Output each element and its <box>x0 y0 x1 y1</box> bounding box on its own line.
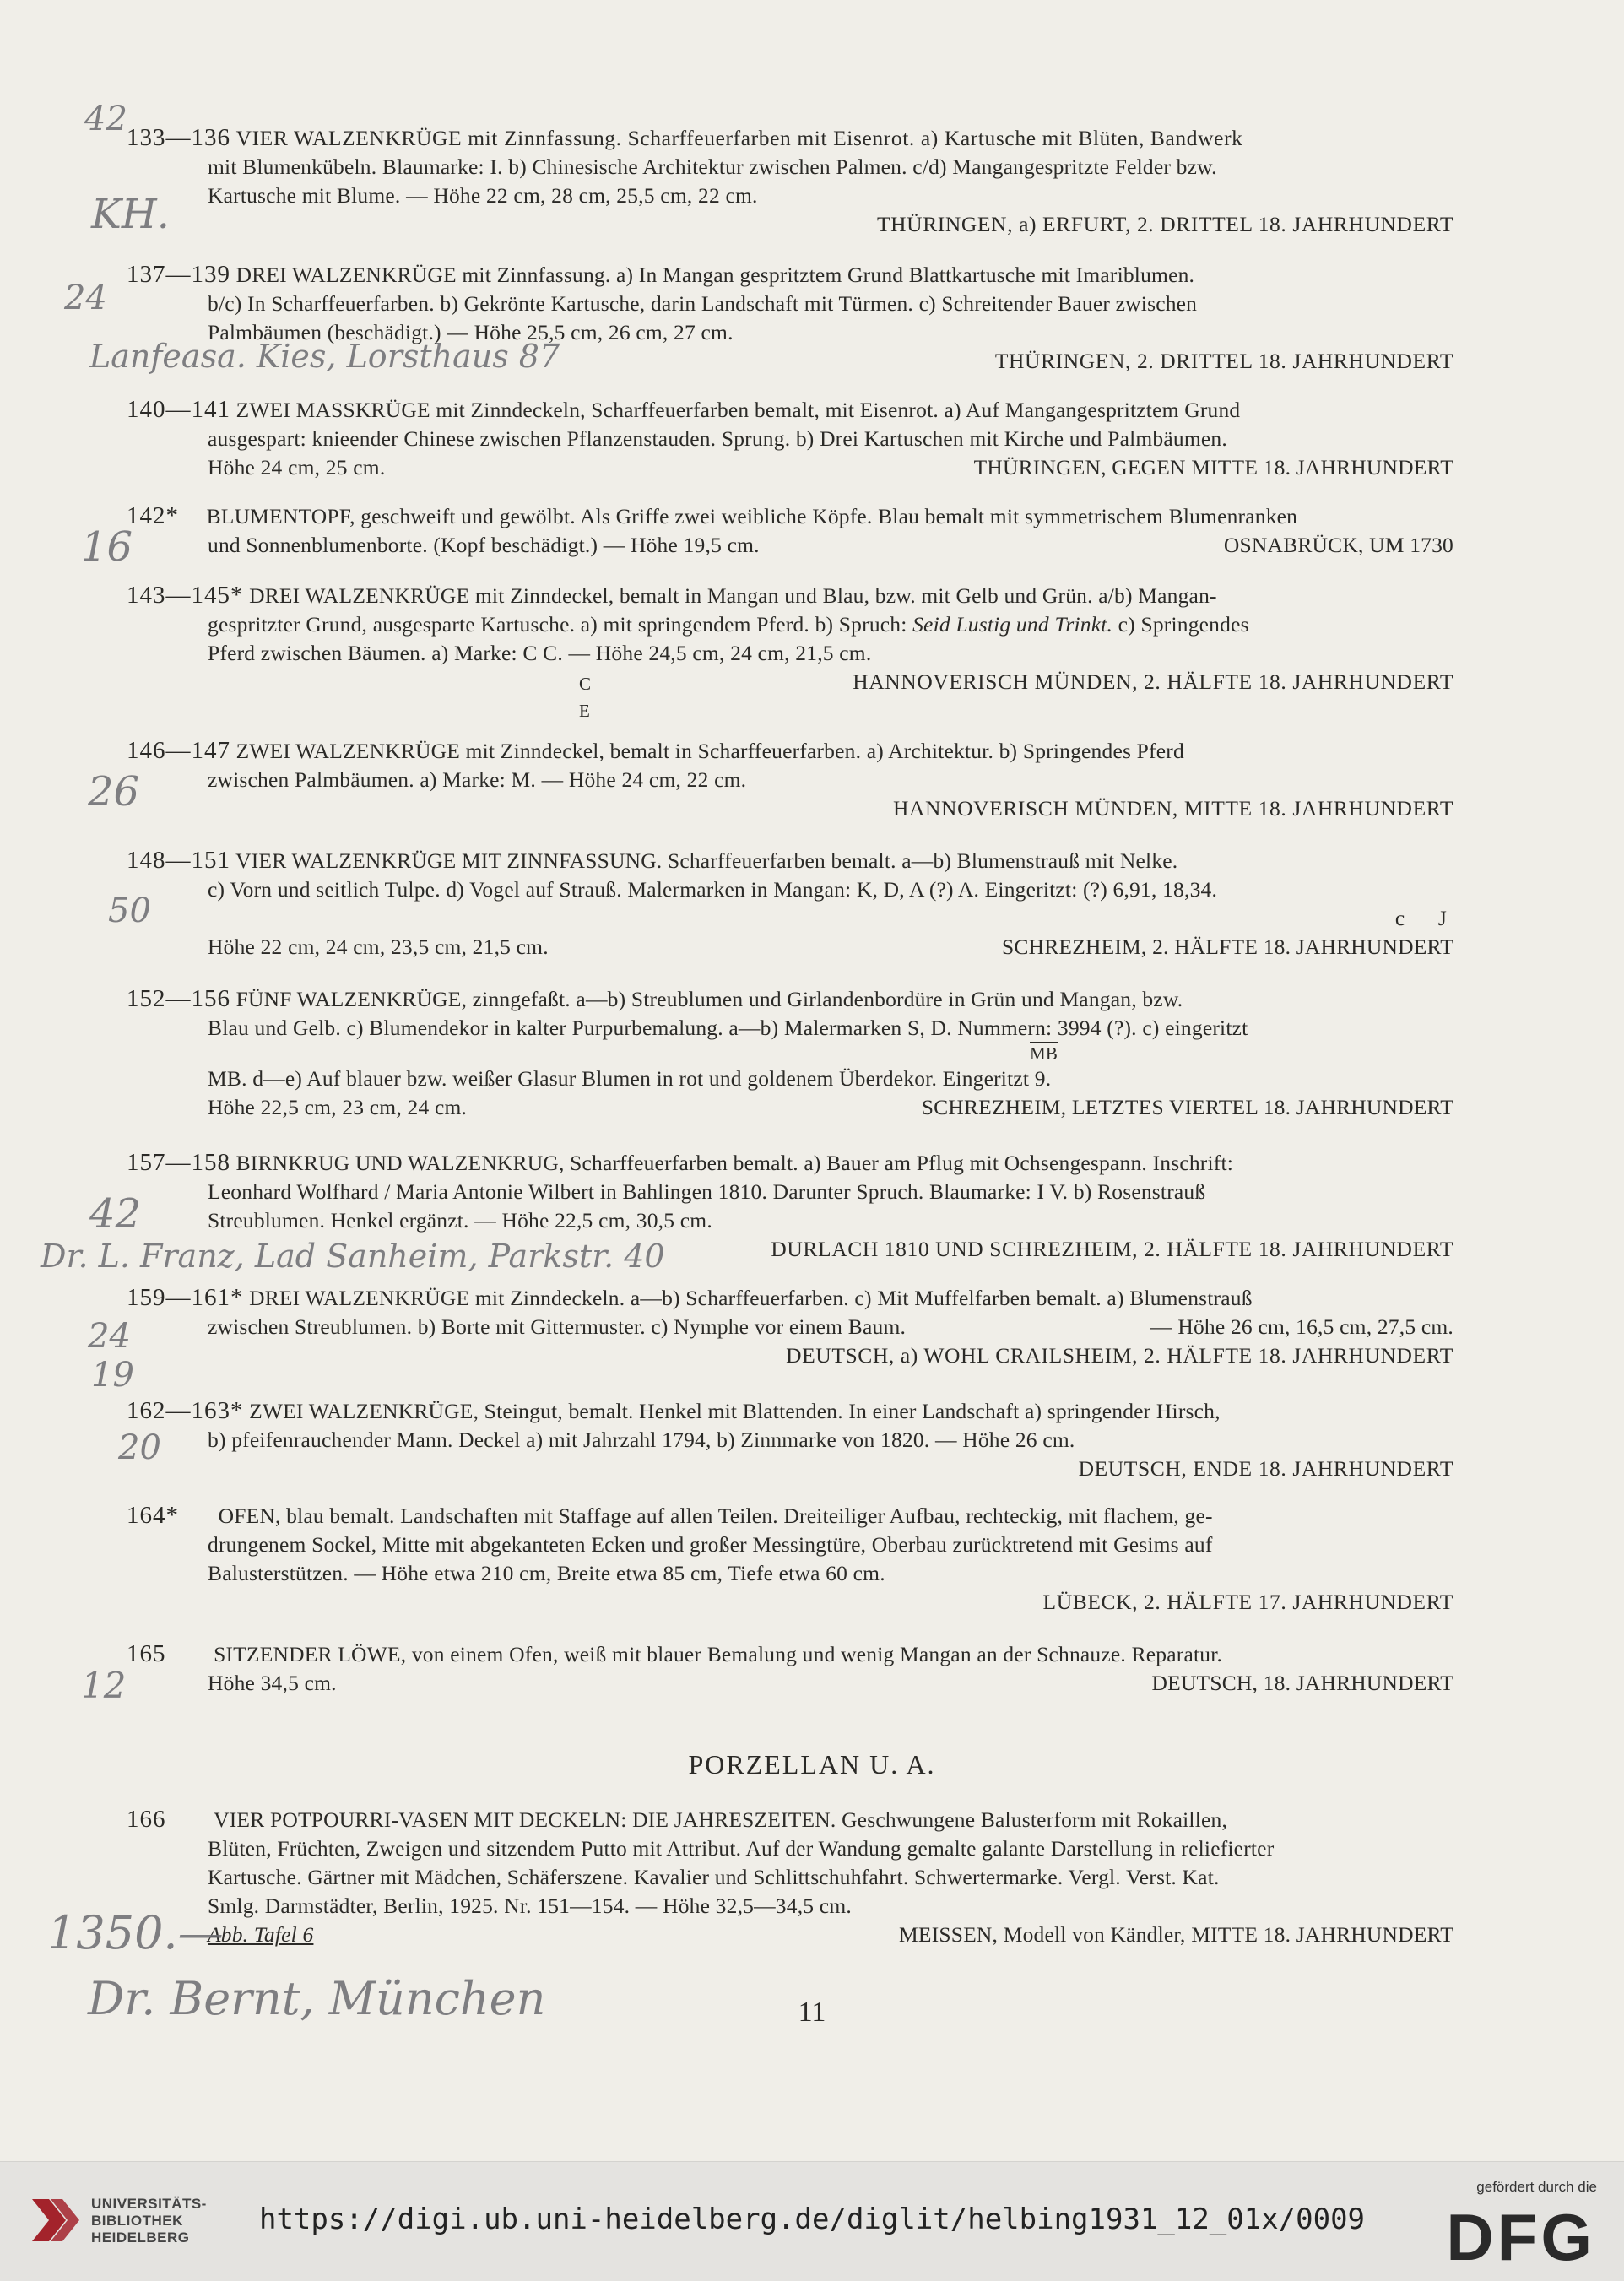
entry-origin: DEUTSCH, a) WOHL CRAILSHEIM, 2. HÄLFTE 18. JAHRHUNDERT <box>786 1343 1453 1368</box>
handwritten-note: 26 <box>88 768 140 815</box>
library-name-line: UNIVERSITÄTS- <box>91 2196 207 2212</box>
page-number: 11 <box>798 1997 826 2028</box>
handwritten-note: 42 <box>84 100 127 138</box>
entry-142 <box>127 501 1453 560</box>
handwritten-note: KH. <box>91 191 170 238</box>
entry-origin: OSNABRÜCK, UM 1730 <box>1223 533 1453 557</box>
dfg-logo-icon: DFG <box>1446 2200 1595 2274</box>
entry-origin: SCHREZHEIM, 2. HÄLFTE 18. JAHRHUNDERT <box>1002 935 1453 959</box>
entry-162-163 <box>127 1396 1453 1483</box>
entry-text: Pferd zwischen Bäumen. a) Marke: C C. — Höhe 24,5 cm, 24 cm, 21,5 cm. <box>208 641 872 665</box>
handwritten-note: 16 <box>81 523 133 571</box>
entry-number: 165 <box>127 1640 166 1667</box>
entry-text: zwischen Streublumen. b) Borte mit Gittermuster. c) Nymphe vor einem Baum. <box>208 1314 907 1339</box>
entry-text: MB. d—e) Auf blauer bzw. weißer Glasur Blumen in rot und goldenem Überdekor. Eingeritzt 9. <box>208 1066 1052 1091</box>
entry-166 <box>127 1805 1453 1949</box>
entry-text: FÜNF WALZENKRÜGE, zinngefaßt. a—b) Streublumen und Girlandenbordüre in Grün und Mangan, bzw. <box>235 987 1183 1011</box>
mb-mark: $\overline{MB}$ <box>1030 1043 1058 1064</box>
entry-text: b) pfeifenrauchender Mann. Deckel a) mit Jahrzahl 1794, b) Zinnmarke von 1820. — Höhe 26 cm. <box>208 1428 1075 1452</box>
section-heading: PORZELLAN U. A. <box>688 1749 936 1780</box>
entry-text: Kartusche. Gärtner mit Mädchen, Schäferszene. Kavalier und Schlittschuhfahrt. Schwertermarke. Vergl. Verst. Kat. <box>208 1865 1220 1889</box>
maker-mark-bottom: E <box>579 701 591 721</box>
funding-caption: gefördert durch die <box>1476 2179 1597 2195</box>
entry-140-141 <box>127 395 1453 482</box>
engraved-marks: c J <box>1394 906 1447 930</box>
handwritten-note: Dr. Bernt, München <box>88 1972 546 2025</box>
entry-text: SITZENDER LÖWE, von einem Ofen, weiß mit blauer Bemalung und wenig Mangan an der Schnauze. Reparatur. <box>214 1642 1223 1666</box>
entry-text: c) Springendes <box>1118 612 1249 637</box>
entry-text: mit Blumenkübeln. Blaumarke: I. b) Chinesische Architektur zwischen Palmen. c/d) Mangangespritzte Felder bzw. <box>208 154 1217 179</box>
entry-number: 166 <box>127 1806 166 1833</box>
entry-text: Kartusche mit Blume. — Höhe 22 cm, 28 cm, 25,5 cm, 22 cm. <box>208 183 758 208</box>
entry-number: 148—151 <box>127 847 230 874</box>
library-name-line: BIBLIOTHEK <box>91 2213 183 2229</box>
entry-number: 137—139 <box>127 261 230 288</box>
entry-origin: HANNOVERISCH MÜNDEN, MITTE 18. JAHRHUNDERT <box>893 796 1453 821</box>
entry-text: c) Vorn und seitlich Tulpe. d) Vogel auf Strauß. Malermarken in Mangan: K, D, A (?) A. Eingeritzt: (?) 6,91, 18,34. <box>208 877 1218 902</box>
entry-number: 140—141 <box>127 396 230 423</box>
entry-number: 143—145* <box>127 582 244 609</box>
entry-text: ZWEI WALZENKRÜGE mit Zinndeckel, bemalt in Scharffeuerfarben. a) Architektur. b) Springendes Pferd <box>235 739 1184 763</box>
entry-text: VIER WALZENKRÜGE MIT ZINNFASSUNG. Scharffeuerfarben bemalt. a—b) Blumenstrauß mit Nelke. <box>235 848 1178 873</box>
handwritten-note: 19 <box>91 1356 134 1395</box>
entry-number: 152—156 <box>127 985 230 1012</box>
entry-text: — Höhe 26 cm, 16,5 cm, 27,5 cm. <box>1150 1314 1453 1339</box>
entry-number: 162—163* <box>127 1397 244 1424</box>
entry-text: ZWEI WALZENKRÜGE, Steingut, bemalt. Henkel mit Blattenden. In einer Landschaft a) springender Hirsch, <box>249 1399 1221 1423</box>
entry-148-151 <box>127 846 1453 962</box>
entry-164 <box>127 1501 1453 1617</box>
entry-text: DREI WALZENKRÜGE mit Zinnfassung. a) In Mangan gespritztem Grund Blattkartusche mit Imariblumen. <box>235 263 1195 287</box>
entry-number: 157—158 <box>127 1149 230 1176</box>
handwritten-note: Dr. L. Franz, Lad Sanheim, Parkstr. 40 <box>41 1238 665 1275</box>
handwritten-note: 12 <box>81 1665 127 1706</box>
entry-text: ZWEI MASSKRÜGE mit Zinndeckeln, Scharffeuerfarben bemalt, mit Eisenrot. a) Auf Mangangespritztem Grund <box>235 398 1241 422</box>
entry-number: 159—161* <box>127 1284 244 1311</box>
entry-text: Höhe 22 cm, 24 cm, 23,5 cm, 21,5 cm. <box>208 935 549 959</box>
entry-152-156 <box>127 984 1453 1122</box>
entry-text: Streublumen. Henkel ergänzt. — Höhe 22,5 cm, 30,5 cm. <box>208 1208 712 1233</box>
entry-origin: THÜRINGEN, a) ERFURT, 2. DRITTEL 18. JAHRHUNDERT <box>876 212 1453 236</box>
entry-text: Palmbäumen (beschädigt.) — Höhe 25,5 cm, 26 cm, 27 cm. <box>208 320 734 344</box>
plate-reference: Abb. Tafel 6 <box>208 1922 314 1947</box>
viewer-footer <box>0 2161 1624 2281</box>
entry-text: VIER WALZENKRÜGE mit Zinnfassung. Scharffeuerfarben mit Eisenrot. a) Kartusche mit Blüten, Bandwerk <box>235 126 1243 150</box>
handwritten-note: Lanfeasa. Kies, Lorsthaus 87 <box>89 338 560 375</box>
entry-text: Höhe 22,5 cm, 23 cm, 24 cm. <box>208 1095 468 1119</box>
entry-origin: SCHREZHEIM, LETZTES VIERTEL 18. JAHRHUNDERT <box>921 1095 1453 1119</box>
entry-text: Höhe 24 cm, 25 cm. <box>208 455 386 479</box>
entry-origin: THÜRINGEN, 2. DRITTEL 18. JAHRHUNDERT <box>994 349 1453 373</box>
handwritten-note: 50 <box>108 891 151 930</box>
entry-text: Leonhard Wolfhard / Maria Antonie Wilbert in Bahlingen 1810. Darunter Spruch. Blaumarke: I V. b) Rosenstrauß <box>208 1179 1206 1204</box>
entry-number: 146—147 <box>127 737 230 764</box>
entry-origin: MEISSEN, Modell von Kändler, MITTE 18. JAHRHUNDERT <box>899 1922 1453 1947</box>
handwritten-note: 20 <box>118 1428 161 1467</box>
entry-origin: LÜBECK, 2. HÄLFTE 17. JAHRHUNDERT <box>1042 1590 1453 1614</box>
entry-number: 142* <box>127 502 179 529</box>
entry-text: und Sonnenblumenborte. (Kopf beschädigt.) — Höhe 19,5 cm. <box>208 533 760 557</box>
entry-origin: THÜRINGEN, GEGEN MITTE 18. JAHRHUNDERT <box>973 455 1453 479</box>
entry-text: ausgespart: knieender Chinese zwischen Pflanzenstauden. Sprung. b) Drei Kartuschen mit Kirche und Palmbäumen. <box>208 426 1227 451</box>
library-name-line: HEIDELBERG <box>91 2230 190 2246</box>
entry-text: Smlg. Darmstädter, Berlin, 1925. Nr. 151—154. — Höhe 32,5—34,5 cm. <box>208 1894 852 1918</box>
entry-165 <box>127 1639 1453 1698</box>
entry-text: DREI WALZENKRÜGE mit Zinndeckel, bemalt in Mangan und Blau, bzw. mit Gelb und Grün. a/b) Mangan- <box>249 583 1217 608</box>
entry-text: b/c) In Scharffeuerfarben. b) Gekrönte Kartusche, darin Landschaft mit Türmen. c) Schreitender Bauer zwischen <box>208 291 1198 316</box>
entry-text: zwischen Palmbäumen. a) Marke: M. — Höhe 24 cm, 22 cm. <box>208 767 747 792</box>
entry-text: BIRNKRUG UND WALZENKRUG, Scharffeuerfarben bemalt. a) Bauer am Pflug mit Ochsengespann. Inschrift: <box>235 1151 1234 1175</box>
entry-text: VIER POTPOURRI-VASEN MIT DECKELN: DIE JAHRESZEITEN. Geschwungene Balusterform mit Rokaillen, <box>214 1807 1228 1832</box>
entry-origin: DEUTSCH, 18. JAHRHUNDERT <box>1151 1671 1453 1695</box>
entry-text: OFEN, blau bemalt. Landschaften mit Staffage auf allen Teilen. Dreiteiliger Aufbau, rechteckig, mit flachem, ge- <box>218 1504 1213 1528</box>
permalink-url[interactable]: https://digi.ub.uni-heidelberg.de/diglit/helbing1931_12_01x/0009 <box>258 2202 1366 2236</box>
entry-number: 133—136 <box>127 124 230 151</box>
entry-133-136 <box>127 123 1453 239</box>
entry-origin: HANNOVERISCH MÜNDEN, 2. HÄLFTE 18. JAHRHUNDERT <box>853 669 1453 694</box>
entry-text: Balusterstützen. — Höhe etwa 210 cm, Breite etwa 85 cm, Tiefe etwa 60 cm. <box>208 1561 885 1585</box>
entry-text: Blau und Gelb. c) Blumendekor in kalter Purpurbemalung. a—b) Malermarken S, D. Nummern: 3994 (?). c) eingeritzt <box>208 1016 1248 1040</box>
handwritten-note: 24 <box>64 279 107 317</box>
entry-origin: DURLACH 1810 UND SCHREZHEIM, 2. HÄLFTE 18. JAHRHUNDERT <box>771 1237 1453 1261</box>
entry-text: Höhe 34,5 cm. <box>208 1671 337 1695</box>
entry-143-145 <box>127 581 1453 721</box>
entry-text: drungenem Sockel, Mitte mit abgekanteten Ecken und großer Messingtüre, Oberbau zurücktretend mit Gesims auf <box>208 1532 1213 1557</box>
entry-159-161 <box>127 1283 1453 1370</box>
entry-text: Blüten, Früchten, Zweigen und sitzendem Putto mit Attribut. Auf der Wandung gemalte galante Darstellung in reliefierter <box>208 1836 1275 1861</box>
handwritten-note: 1350.— <box>47 1906 224 1959</box>
entry-inscription: Seid Lustig und Trinkt. <box>912 612 1113 637</box>
entry-text: DREI WALZENKRÜGE mit Zinndeckeln. a—b) Scharffeuerfarben. c) Mit Muffelfarben bemalt. a) Blumenstrauß <box>249 1286 1253 1310</box>
maker-mark-top: C <box>579 674 592 694</box>
entry-text: BLUMENTOPF, geschweift und gewölbt. Als Griffe zwei weibliche Köpfe. Blau bemalt mit symmetrischem Blumenranken <box>206 504 1298 528</box>
entry-number: 164* <box>127 1502 179 1529</box>
entry-origin: DEUTSCH, ENDE 18. JAHRHUNDERT <box>1078 1456 1453 1481</box>
entry-146-147 <box>127 736 1453 823</box>
handwritten-note: 24 <box>88 1317 131 1356</box>
handwritten-note: 42 <box>89 1190 142 1238</box>
entry-text: gespritzter Grund, ausgesparte Kartusche. a) mit springendem Pferd. b) Spruch: <box>208 612 907 637</box>
